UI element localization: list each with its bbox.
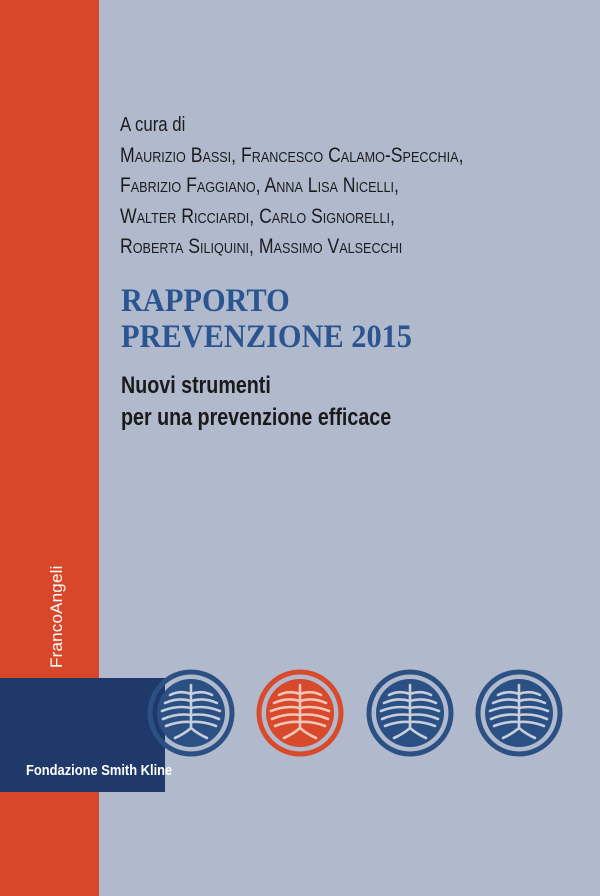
author-line: Roberta Siliquini, Massimo Valsecchi: [120, 235, 403, 258]
tree-logo-icon: [146, 668, 236, 758]
author-line: Fabrizio Faggiano, Anna Lisa Nicelli,: [120, 174, 399, 197]
author-line: Walter Ricciardi, Carlo Signorelli,: [120, 204, 395, 228]
authors-block: [120, 110, 463, 263]
tree-logo-icon: [365, 668, 455, 758]
author-line: Maurizio Bassi, Francesco Calamo-Specchia,: [120, 143, 464, 167]
foundation-name: Fondazione Smith Kline: [26, 762, 173, 779]
book-title: [121, 283, 412, 355]
curator-intro: A cura di: [120, 114, 186, 136]
title-line: PREVENZIONE 2015: [121, 319, 412, 355]
subtitle-line: per una prevenzione efficace: [121, 404, 392, 431]
tree-logo-icon: [474, 668, 564, 758]
title-line: RAPPORTO: [121, 283, 290, 319]
publisher-name: FrancoAngeli: [47, 565, 66, 668]
book-subtitle: [121, 370, 391, 434]
subtitle-line: Nuovi strumenti: [121, 372, 271, 399]
tree-logo-icon: [255, 668, 345, 758]
